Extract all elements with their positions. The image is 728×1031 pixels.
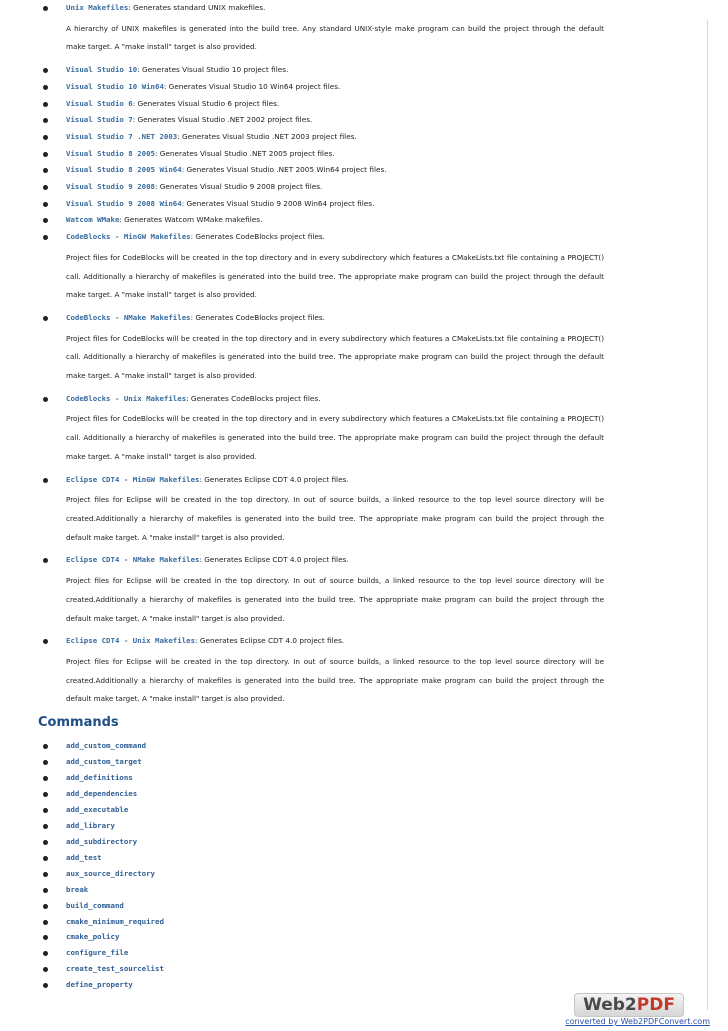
command-link[interactable]: add_definitions [66, 772, 133, 782]
commands-heading: Commands [38, 715, 119, 731]
generator-item [38, 146, 604, 163]
command-link[interactable]: add_subdirectory [66, 836, 138, 846]
bullet-icon [43, 792, 48, 797]
command-item [38, 977, 604, 993]
bullet-icon [43, 888, 48, 893]
generator-link[interactable]: CodeBlocks - Unix Makefiles [66, 393, 187, 403]
generator-link[interactable]: Visual Studio 9 2008 [66, 182, 155, 192]
command-item [38, 945, 604, 961]
generator-link[interactable]: Eclipse CDT4 - Unix Makefiles [66, 636, 196, 646]
bullet-icon [43, 744, 48, 749]
page-content [38, 0, 604, 993]
command-link[interactable]: add_test [66, 852, 102, 862]
generator-paragraph: Project files for CodeBlocks will be created in the top directory and in every subdirectory which features a CMakeLists.txt file containing a PROJECT() call. Additionally a hierarchy of makefiles is generated into the build tree. The appropriate make program can build the project through the default make target. A "make install" target is also provided. [66, 252, 604, 300]
generator-item [38, 112, 604, 129]
bullet-icon [43, 185, 48, 190]
bullet-icon [43, 6, 48, 11]
generator-link[interactable]: Unix Makefiles [66, 3, 129, 12]
bullet-icon [43, 951, 48, 956]
generator-description: : Generates CodeBlocks project files. [186, 393, 321, 403]
generator-link[interactable]: Visual Studio 9 2008 Win64 [66, 198, 182, 208]
bullet-icon [43, 202, 48, 207]
bullet-icon [43, 152, 48, 157]
web2pdf-badge[interactable] [535, 995, 710, 1029]
generator-item [38, 391, 604, 467]
command-item [38, 770, 604, 786]
bullet-icon [43, 840, 48, 845]
bullet-icon [43, 776, 48, 781]
generator-link[interactable]: Visual Studio 10 Win64 [66, 81, 164, 91]
command-link[interactable]: cmake_policy [66, 932, 120, 942]
generator-item [38, 0, 604, 57]
generator-item [38, 229, 604, 305]
generator-item [38, 196, 604, 213]
generator-item [38, 179, 604, 196]
command-link[interactable]: add_custom_target [66, 756, 142, 766]
generator-paragraph: Project files for Eclipse will be created in the top directory. In out of source builds, a linked resource to the top level source directory will be created.Additionally a hierarchy of makefiles is generated into the build tree. The appropriate make program can build the project through the default make target. A "make install" target is also provided. [66, 495, 604, 542]
bullet-icon [43, 808, 48, 813]
bullet-icon [43, 856, 48, 861]
generator-link[interactable]: Watcom WMake [66, 215, 120, 225]
bullet-icon [43, 118, 48, 123]
generator-link[interactable]: Visual Studio 6 [66, 98, 133, 108]
bullet-icon [43, 316, 48, 321]
command-item [38, 818, 604, 834]
bullet-icon [43, 135, 48, 140]
command-item [38, 754, 604, 770]
generator-description: : Generates Visual Studio .NET 2005 Win64 project files. [181, 165, 387, 175]
generator-description: : Generates standard UNIX makefiles. [128, 3, 266, 12]
bullet-icon [43, 102, 48, 107]
command-item [38, 802, 604, 818]
generator-link[interactable]: Visual Studio 8 2005 Win64 [66, 165, 182, 175]
command-item [38, 929, 604, 945]
generator-paragraph: A hierarchy of UNIX makefiles is generated into the build tree. Any standard UNIX-style make program can build the project through the default make target. A "make install" target is also provided. [66, 23, 604, 52]
generator-list [38, 0, 604, 709]
command-link[interactable]: add_dependencies [66, 788, 138, 798]
bullet-icon [43, 935, 48, 940]
generator-item [38, 212, 604, 229]
generator-link[interactable]: Eclipse CDT4 - MinGW Makefiles [66, 474, 200, 484]
generator-description: : Generates Watcom WMake makefiles. [119, 215, 263, 225]
command-link[interactable]: aux_source_directory [66, 868, 155, 878]
generator-description: : Generates Visual Studio .NET 2002 project files. [132, 115, 313, 125]
command-link[interactable]: break [66, 884, 89, 894]
bullet-icon [43, 967, 48, 972]
bullet-icon [43, 983, 48, 988]
bullet-icon [43, 639, 48, 644]
generator-link[interactable]: Eclipse CDT4 - NMake Makefiles [66, 555, 200, 565]
command-item [38, 786, 604, 802]
generator-item [38, 162, 604, 179]
generator-link[interactable]: Visual Studio 8 2005 [66, 148, 155, 158]
generator-item [38, 310, 604, 386]
generator-description: : Generates Visual Studio 6 project files. [132, 98, 280, 108]
generator-paragraph: Project files for Eclipse will be created in the top directory. In out of source builds, a linked resource to the top level source directory will be created.Additionally a hierarchy of makefiles is generated into the build tree. The appropriate make program can build the project through the default make target. A "make install" target is also provided. [66, 576, 604, 623]
generator-link[interactable]: Visual Studio 10 [66, 65, 138, 75]
command-list [38, 738, 604, 993]
command-item [38, 866, 604, 882]
command-item [38, 850, 604, 866]
generator-description: : Generates CodeBlocks project files. [190, 312, 325, 322]
logo-main-text: Web2 [583, 995, 637, 1015]
generator-description: : Generates Visual Studio 9 2008 project files. [155, 182, 323, 192]
generator-description: : Generates Eclipse CDT 4.0 project files. [199, 555, 349, 565]
bullet-icon [43, 760, 48, 765]
generator-item [38, 472, 604, 548]
command-item [38, 738, 604, 754]
command-link[interactable]: define_property [66, 980, 133, 990]
command-link[interactable]: add_library [66, 820, 115, 830]
bullet-icon [43, 168, 48, 173]
generator-description: : Generates Eclipse CDT 4.0 project files. [195, 636, 345, 646]
command-link[interactable]: add_executable [66, 804, 129, 814]
generator-item [38, 129, 604, 146]
bullet-icon [43, 920, 48, 925]
command-item [38, 914, 604, 930]
command-item [38, 882, 604, 898]
command-link[interactable]: build_command [66, 900, 124, 910]
generator-paragraph: Project files for CodeBlocks will be created in the top directory and in every subdirectory which features a CMakeLists.txt file containing a PROJECT() call. Additionally a hierarchy of makefiles is generated into the build tree. The appropriate make program can build the project through the default make target. A "make install" target is also provided. [66, 333, 604, 381]
generator-item [38, 62, 604, 79]
generator-link[interactable]: CodeBlocks - NMake Makefiles [66, 312, 191, 322]
command-item [38, 834, 604, 850]
bullet-icon [43, 397, 48, 402]
bullet-icon [43, 872, 48, 877]
generator-link[interactable]: Visual Studio 7 [66, 115, 133, 125]
bullet-icon [43, 218, 48, 223]
converted-by-link[interactable]: converted by Web2PDFConvert.com [565, 1017, 710, 1026]
generator-description: : Generates Visual Studio .NET 2003 project files. [177, 131, 357, 141]
page-edge-rule [707, 20, 708, 1010]
generator-description: : Generates Visual Studio 10 Win64 project files. [163, 81, 341, 91]
bullet-icon [43, 558, 48, 563]
bullet-icon [43, 478, 48, 483]
generator-item [38, 96, 604, 113]
generator-item [38, 633, 604, 709]
generator-item [38, 552, 604, 628]
command-link[interactable]: create_test_sourcelist [66, 964, 164, 974]
generator-description: : Generates Visual Studio 9 2008 Win64 project files. [181, 198, 375, 208]
logo-accent-text: PDF [636, 995, 675, 1015]
bullet-icon [43, 85, 48, 90]
command-link[interactable]: cmake_minimum_required [66, 916, 164, 926]
generator-description: : Generates Visual Studio .NET 2005 project files. [155, 148, 335, 158]
generator-description: : Generates Eclipse CDT 4.0 project files. [199, 474, 349, 484]
generator-paragraph: Project files for CodeBlocks will be created in the top directory and in every subdirectory which features a CMakeLists.txt file containing a PROJECT() call. Additionally a hierarchy of makefiles is generated into the build tree. The appropriate make program can build the project through the default make target. A "make install" target is also provided. [66, 414, 604, 461]
command-item [38, 961, 604, 977]
bullet-icon [43, 904, 48, 909]
generator-item [38, 79, 604, 96]
web2pdf-logo [574, 993, 684, 1017]
bullet-icon [43, 68, 48, 73]
generator-link[interactable]: CodeBlocks - MinGW Makefiles [66, 232, 191, 242]
bullet-icon [43, 824, 48, 829]
generator-description: : Generates CodeBlocks project files. [190, 232, 325, 242]
bullet-icon [43, 235, 48, 240]
command-item [38, 898, 604, 914]
command-link[interactable]: configure_file [66, 948, 129, 958]
generator-paragraph: Project files for Eclipse will be created in the top directory. In out of source builds, a linked resource to the top level source directory will be created.Additionally a hierarchy of makefiles is generated into the build tree. The appropriate make program can build the project through the default make target. A "make install" target is also provided. [66, 656, 604, 704]
generator-description: : Generates Visual Studio 10 project files. [137, 65, 289, 75]
command-link[interactable]: add_custom_command [66, 741, 147, 751]
generator-link[interactable]: Visual Studio 7 .NET 2003 [66, 131, 178, 141]
